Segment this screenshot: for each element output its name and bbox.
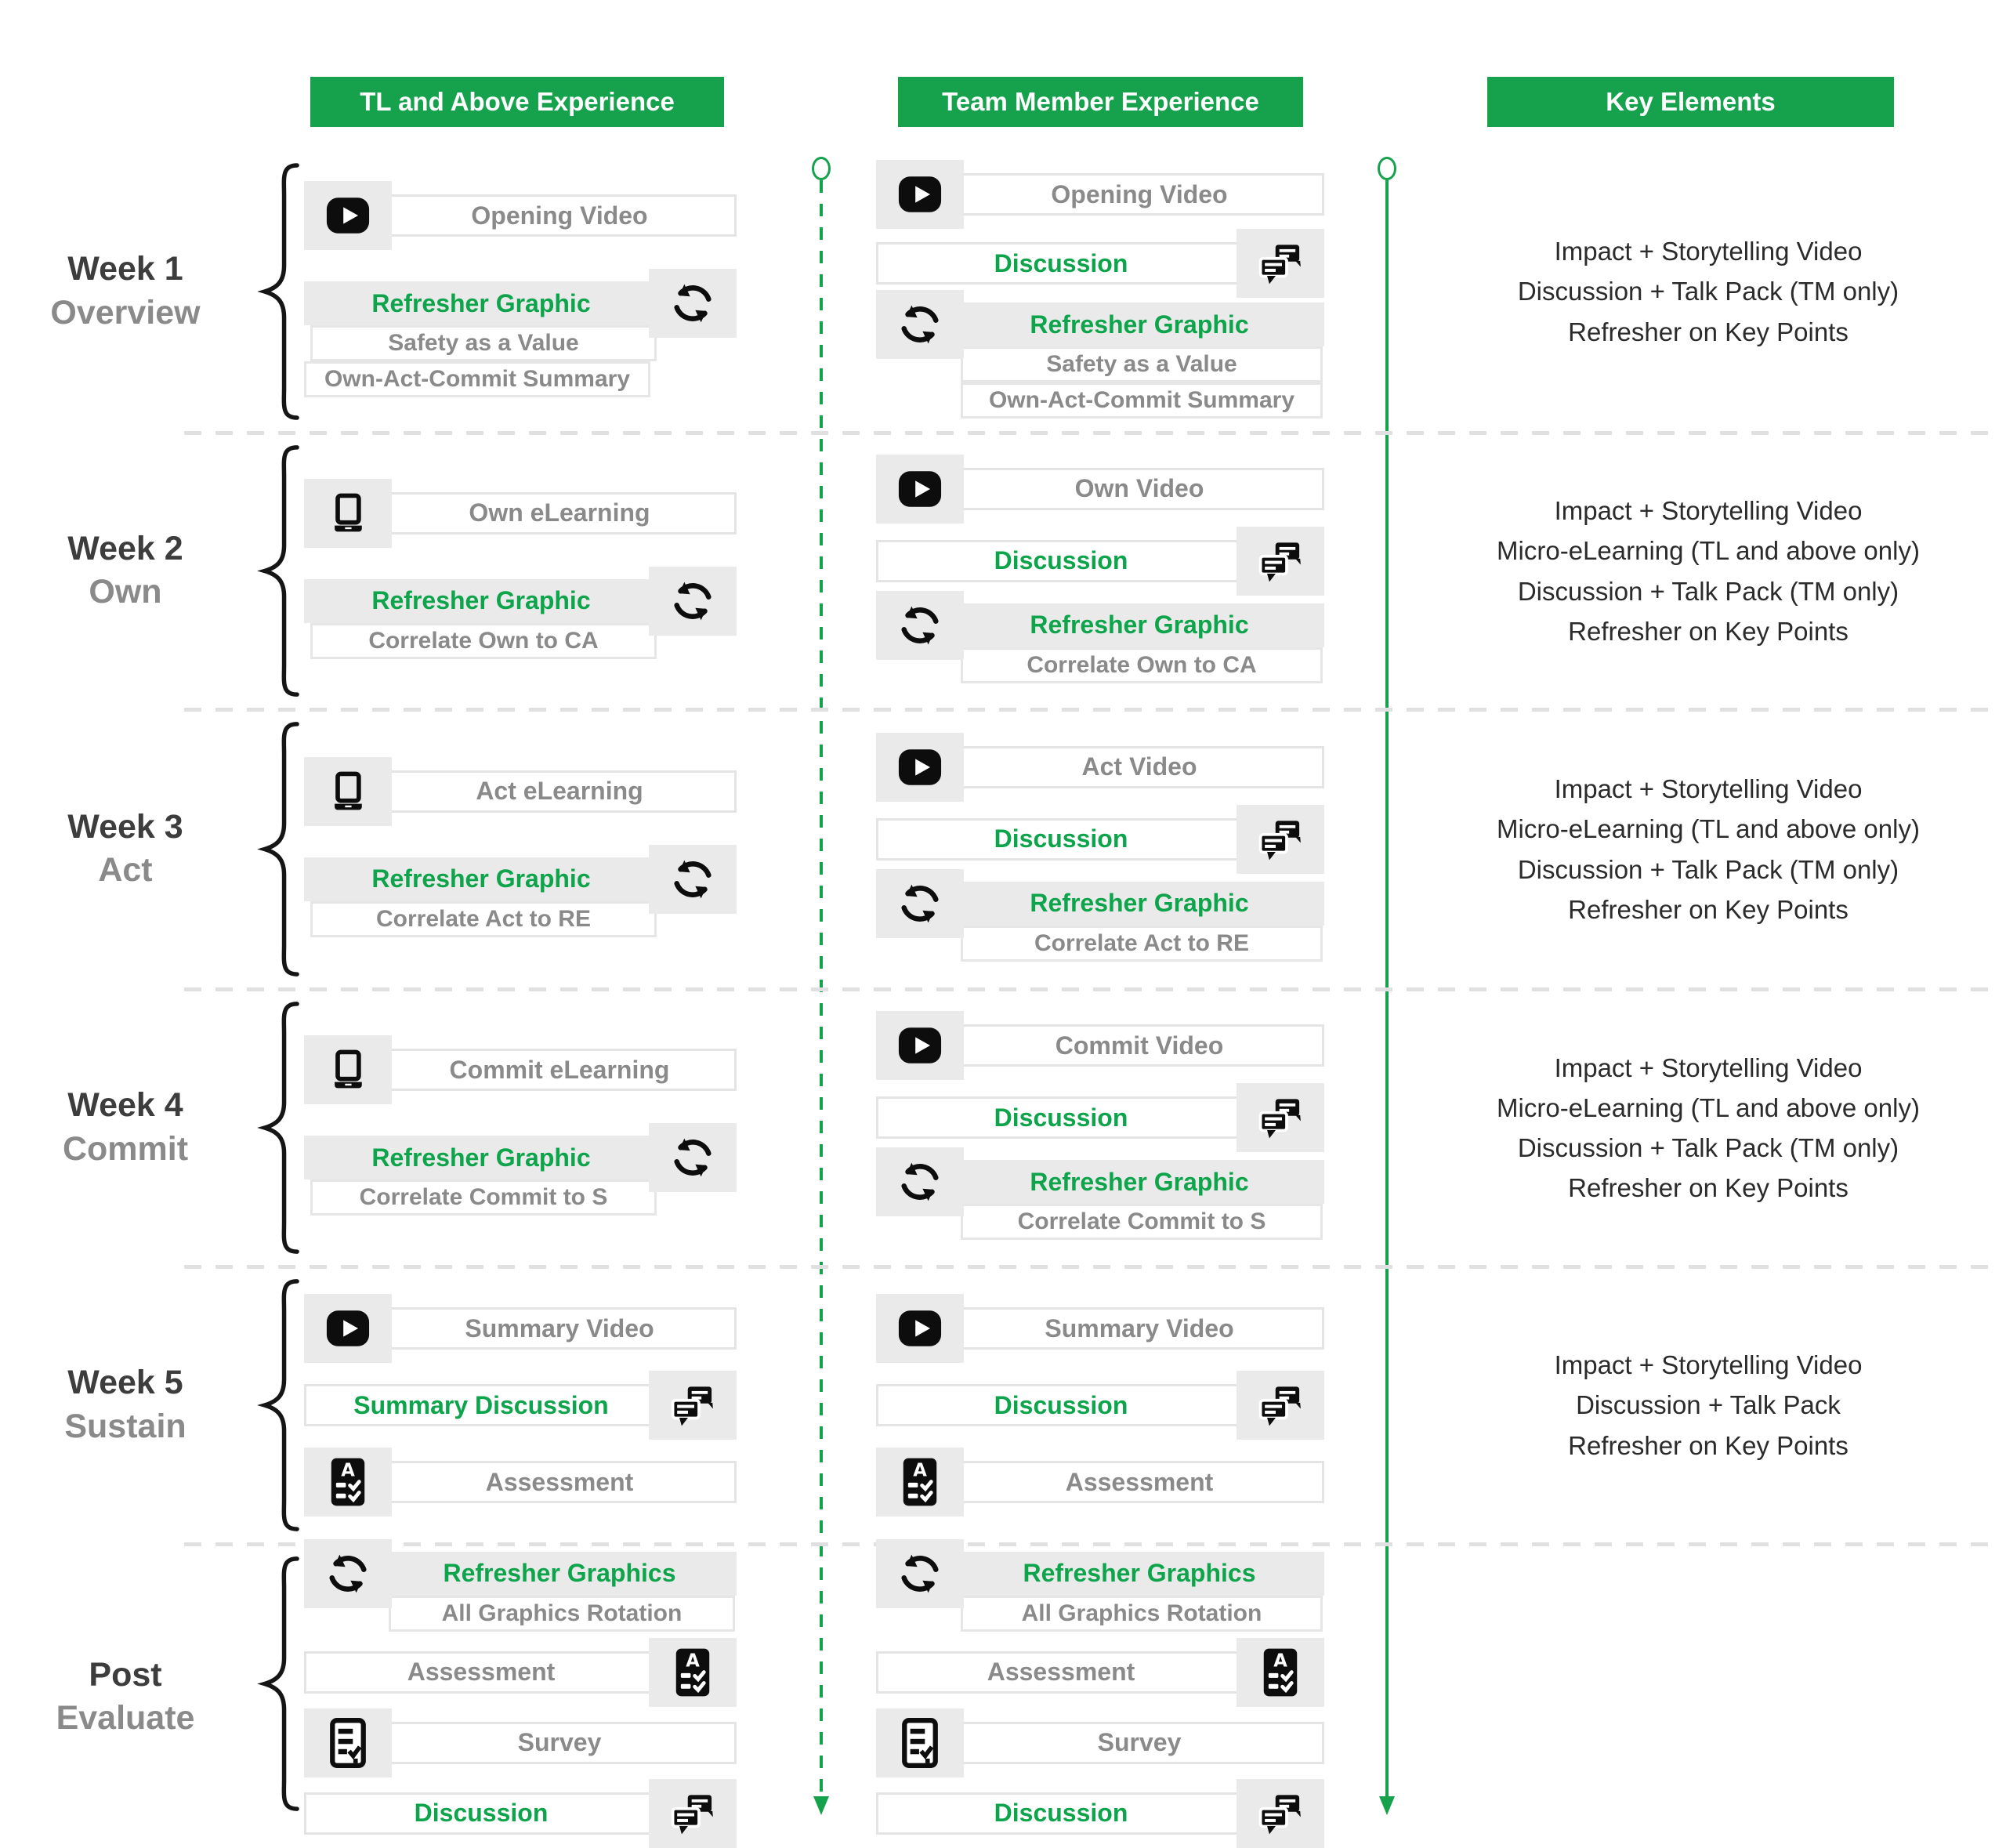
- assessment-label: Assessment: [382, 1461, 737, 1503]
- week-number: Post: [89, 1655, 162, 1694]
- chat-bubbles-icon: [649, 1371, 737, 1440]
- row-divider: [184, 708, 1995, 712]
- discussion-label: Discussion: [876, 818, 1246, 861]
- post-tl-column: [304, 1547, 737, 1847]
- week-number: Week 1: [67, 250, 183, 288]
- laptop-icon: [304, 757, 392, 826]
- assessment-checklist-icon: [1237, 1638, 1324, 1707]
- tm-refresher-graphic: [876, 882, 1324, 962]
- play-icon: [876, 1011, 964, 1080]
- week-number: Week 2: [67, 529, 183, 567]
- tl-own-elearning: [304, 484, 737, 543]
- brace: [249, 1555, 301, 1813]
- row-divider: [184, 987, 1995, 991]
- tl-refresher-graphic: [304, 281, 737, 397]
- assessment-checklist-icon: [876, 1448, 964, 1516]
- tm-survey: [876, 1713, 1324, 1773]
- tl-summary-discussion: [304, 1375, 737, 1435]
- refresher-label: Refresher Graphic: [954, 882, 1324, 926]
- key-elements-text: Refresher on Key Points: [1568, 894, 1848, 924]
- brace: [249, 1000, 301, 1256]
- refresher-sub-item: Correlate Commit to S: [310, 1179, 657, 1216]
- refresh-arrows-icon: [649, 269, 737, 338]
- week-3-tl-column: [304, 712, 737, 986]
- week-phase: Sustain: [64, 1408, 186, 1445]
- week-3-label: [16, 806, 235, 893]
- key-elements-text: Refresher on Key Points: [1568, 1173, 1848, 1203]
- row-divider: [184, 1265, 1995, 1269]
- laptop-icon: [304, 1035, 392, 1104]
- tm-commit-video: [876, 1016, 1324, 1075]
- key-elements-text: Impact + Storytelling Video: [1554, 1053, 1863, 1082]
- week-5-key-elements: [1473, 1270, 1943, 1541]
- refresh-arrows-icon: [876, 591, 964, 660]
- video-label: Summary Video: [382, 1307, 737, 1350]
- video-label: Own Video: [954, 468, 1324, 510]
- chat-bubbles-icon: [1237, 527, 1324, 596]
- tm-own-video: [876, 459, 1324, 519]
- discussion-label: Discussion: [876, 242, 1246, 284]
- week-1-key-elements: [1473, 154, 1943, 429]
- week-5-tm-column: [876, 1270, 1324, 1541]
- refresher-sub-item: Own-Act-Commit Summary: [961, 382, 1323, 419]
- chat-bubbles-icon: [1237, 1779, 1324, 1848]
- elearning-label: Own eLearning: [382, 492, 737, 534]
- video-label: Commit Video: [954, 1024, 1324, 1067]
- week-1-tm-column: [876, 154, 1324, 429]
- discussion-label: Discussion: [876, 1792, 1246, 1835]
- refresher-label: Refresher Graphic: [954, 303, 1324, 346]
- refresher-label: Refresher Graphic: [304, 1136, 658, 1179]
- refresher-sub-item: Correlate Act to RE: [310, 901, 657, 937]
- tm-discussion: [876, 234, 1324, 293]
- row-divider: [184, 1542, 1995, 1546]
- refresh-arrows-icon: [876, 1147, 964, 1216]
- refresh-arrows-icon: [649, 1123, 737, 1192]
- post-row: [0, 1547, 2006, 1847]
- week-4-tm-column: [876, 992, 1324, 1263]
- tm-discussion: [876, 810, 1324, 869]
- discussion-label: Summary Discussion: [304, 1384, 658, 1426]
- elearning-label: Act eLearning: [382, 770, 737, 813]
- assessment-label: Assessment: [954, 1461, 1324, 1503]
- week-5-tl-column: [304, 1270, 737, 1541]
- chat-bubbles-icon: [1237, 229, 1324, 298]
- refresh-arrows-icon: [876, 290, 964, 359]
- week-phase: Own: [89, 573, 162, 611]
- survey-checklist-icon: [876, 1708, 964, 1777]
- refresher-label: Refresher Graphic: [304, 857, 658, 901]
- key-elements-text: Impact + Storytelling Video: [1554, 496, 1863, 526]
- refresher-sub-item: All Graphics Rotation: [389, 1596, 735, 1632]
- key-elements-text: Micro-eLearning (TL and above only): [1497, 814, 1920, 844]
- play-icon: [876, 455, 964, 524]
- refresher-sub-item: Correlate Commit to S: [961, 1204, 1323, 1240]
- tm-refresher-graphic: [876, 603, 1324, 683]
- survey-label: Survey: [954, 1722, 1324, 1764]
- tl-refresher-graphic: [304, 579, 737, 659]
- week-number: Week 4: [67, 1086, 183, 1125]
- tm-summary-video: [876, 1299, 1324, 1358]
- week-5-row: [0, 1270, 2006, 1541]
- team-member-experience-header: Team Member Experience: [898, 77, 1303, 127]
- tl-refresher-graphic: [304, 1136, 737, 1216]
- video-label: Summary Video: [954, 1307, 1324, 1350]
- key-elements-text: Impact + Storytelling Video: [1554, 237, 1863, 266]
- assessment-checklist-icon: [649, 1638, 737, 1707]
- refresher-label: Refresher Graphic: [954, 603, 1324, 647]
- tl-assessment: [304, 1643, 737, 1702]
- tm-refresher-graphic: [876, 1160, 1324, 1240]
- refresher-sub-item: Safety as a Value: [310, 325, 657, 361]
- key-elements-text: Refresher on Key Points: [1568, 317, 1848, 346]
- key-elements-text: Micro-eLearning (TL and above only): [1497, 536, 1920, 566]
- refresher-label: Refresher Graphic: [304, 281, 658, 325]
- tm-opening-video: [876, 165, 1324, 224]
- week-phase: Evaluate: [56, 1699, 195, 1737]
- tl-survey: [304, 1713, 737, 1773]
- refresher-sub-item: Correlate Act to RE: [961, 926, 1323, 962]
- week-5-label: [16, 1361, 235, 1449]
- row-divider: [184, 431, 1995, 435]
- discussion-label: Discussion: [876, 1384, 1246, 1426]
- week-phase: Overview: [50, 294, 201, 332]
- week-3-tm-column: [876, 712, 1324, 986]
- key-elements-text: Impact + Storytelling Video: [1554, 1350, 1863, 1380]
- tl-summary-video: [304, 1299, 737, 1358]
- week-number: Week 5: [67, 1364, 183, 1402]
- week-1-row: [0, 154, 2006, 429]
- key-elements-text: Discussion + Talk Pack (TM only): [1517, 277, 1899, 306]
- tl-opening-video: [304, 186, 737, 245]
- play-icon: [876, 160, 964, 229]
- refresh-arrows-icon: [876, 1539, 964, 1608]
- week-number: Week 3: [67, 807, 183, 846]
- week-1-tl-column: [304, 154, 737, 429]
- chat-bubbles-icon: [1237, 1371, 1324, 1440]
- key-elements-text: Discussion + Talk Pack (TM only): [1517, 854, 1899, 884]
- tl-discussion: [304, 1784, 737, 1843]
- week-3-key-elements: [1473, 712, 1943, 986]
- tl-refresher-graphic: [304, 857, 737, 937]
- video-label: Act Video: [954, 746, 1324, 788]
- assessment-label: Assessment: [876, 1651, 1246, 1694]
- key-elements-text: Impact + Storytelling Video: [1554, 774, 1863, 804]
- week-4-label: [16, 1084, 235, 1172]
- brace: [249, 444, 301, 698]
- play-icon: [876, 733, 964, 802]
- discussion-label: Discussion: [304, 1792, 658, 1835]
- tm-assessment: [876, 1643, 1324, 1702]
- key-elements-text: Discussion + Talk Pack (TM only): [1517, 576, 1899, 606]
- key-elements-text: Refresher on Key Points: [1568, 1430, 1848, 1460]
- week-2-row: [0, 436, 2006, 706]
- week-phase: Commit: [62, 1130, 189, 1168]
- brace: [249, 1277, 301, 1533]
- play-icon: [876, 1294, 964, 1363]
- tl-assessment: [304, 1452, 737, 1512]
- refresher-sub-item: All Graphics Rotation: [961, 1596, 1323, 1632]
- elearning-label: Commit eLearning: [382, 1049, 737, 1091]
- tm-discussion: [876, 1375, 1324, 1435]
- refresher-label: Refresher Graphics: [382, 1552, 737, 1596]
- refresher-sub-item: Correlate Own to CA: [310, 623, 657, 659]
- week-4-key-elements: [1473, 992, 1943, 1263]
- refresher-sub-item: Correlate Own to CA: [961, 647, 1323, 683]
- tl-refresher-graphics: [304, 1552, 737, 1632]
- assessment-label: Assessment: [304, 1651, 658, 1694]
- discussion-label: Discussion: [876, 1096, 1246, 1139]
- refresher-sub-item: Own-Act-Commit Summary: [304, 361, 650, 397]
- refresh-arrows-icon: [649, 567, 737, 636]
- tl-act-elearning: [304, 762, 737, 821]
- play-icon: [304, 1294, 392, 1363]
- tm-refresher-graphics: [876, 1552, 1324, 1632]
- refresh-arrows-icon: [649, 845, 737, 914]
- refresher-label: Refresher Graphic: [304, 579, 658, 623]
- brace: [249, 161, 301, 422]
- laptop-icon: [304, 479, 392, 548]
- week-4-tl-column: [304, 992, 737, 1263]
- chat-bubbles-icon: [1237, 805, 1324, 874]
- survey-label: Survey: [382, 1722, 737, 1764]
- tm-assessment: [876, 1452, 1324, 1512]
- tm-discussion: [876, 531, 1324, 591]
- week-2-tm-column: [876, 436, 1324, 706]
- week-phase: Act: [98, 851, 153, 890]
- refresh-arrows-icon: [304, 1539, 392, 1608]
- tm-refresher-graphic: [876, 303, 1324, 419]
- key-elements-text: Micro-eLearning (TL and above only): [1497, 1092, 1920, 1122]
- survey-checklist-icon: [304, 1708, 392, 1777]
- assessment-checklist-icon: [304, 1448, 392, 1516]
- video-label: Opening Video: [954, 173, 1324, 216]
- tl-experience-header: TL and Above Experience: [310, 77, 724, 127]
- chat-bubbles-icon: [1237, 1083, 1324, 1152]
- refresh-arrows-icon: [876, 869, 964, 938]
- tm-act-video: [876, 737, 1324, 797]
- refresher-label: Refresher Graphics: [954, 1552, 1324, 1596]
- post-tm-column: [876, 1547, 1324, 1847]
- week-2-label: [16, 527, 235, 615]
- refresher-label: Refresher Graphic: [954, 1160, 1324, 1204]
- video-label: Opening Video: [382, 194, 737, 237]
- week-1-label: [16, 248, 235, 335]
- week-4-row: [0, 992, 2006, 1263]
- tm-discussion: [876, 1088, 1324, 1147]
- week-2-tl-column: [304, 436, 737, 706]
- discussion-label: Discussion: [876, 540, 1246, 582]
- brace: [249, 720, 301, 978]
- week-3-row: [0, 712, 2006, 986]
- tm-discussion: [876, 1784, 1324, 1843]
- key-elements-text: Refresher on Key Points: [1568, 616, 1848, 646]
- key-elements-text: Discussion + Talk Pack (TM only): [1517, 1133, 1899, 1162]
- key-elements-header: Key Elements: [1487, 77, 1894, 127]
- chat-bubbles-icon: [649, 1779, 737, 1848]
- post-label: [16, 1654, 235, 1741]
- key-elements-text: Discussion + Talk Pack: [1576, 1390, 1841, 1420]
- tl-commit-elearning: [304, 1040, 737, 1100]
- week-2-key-elements: [1473, 436, 1943, 706]
- play-icon: [304, 181, 392, 250]
- refresher-sub-item: Safety as a Value: [961, 346, 1323, 382]
